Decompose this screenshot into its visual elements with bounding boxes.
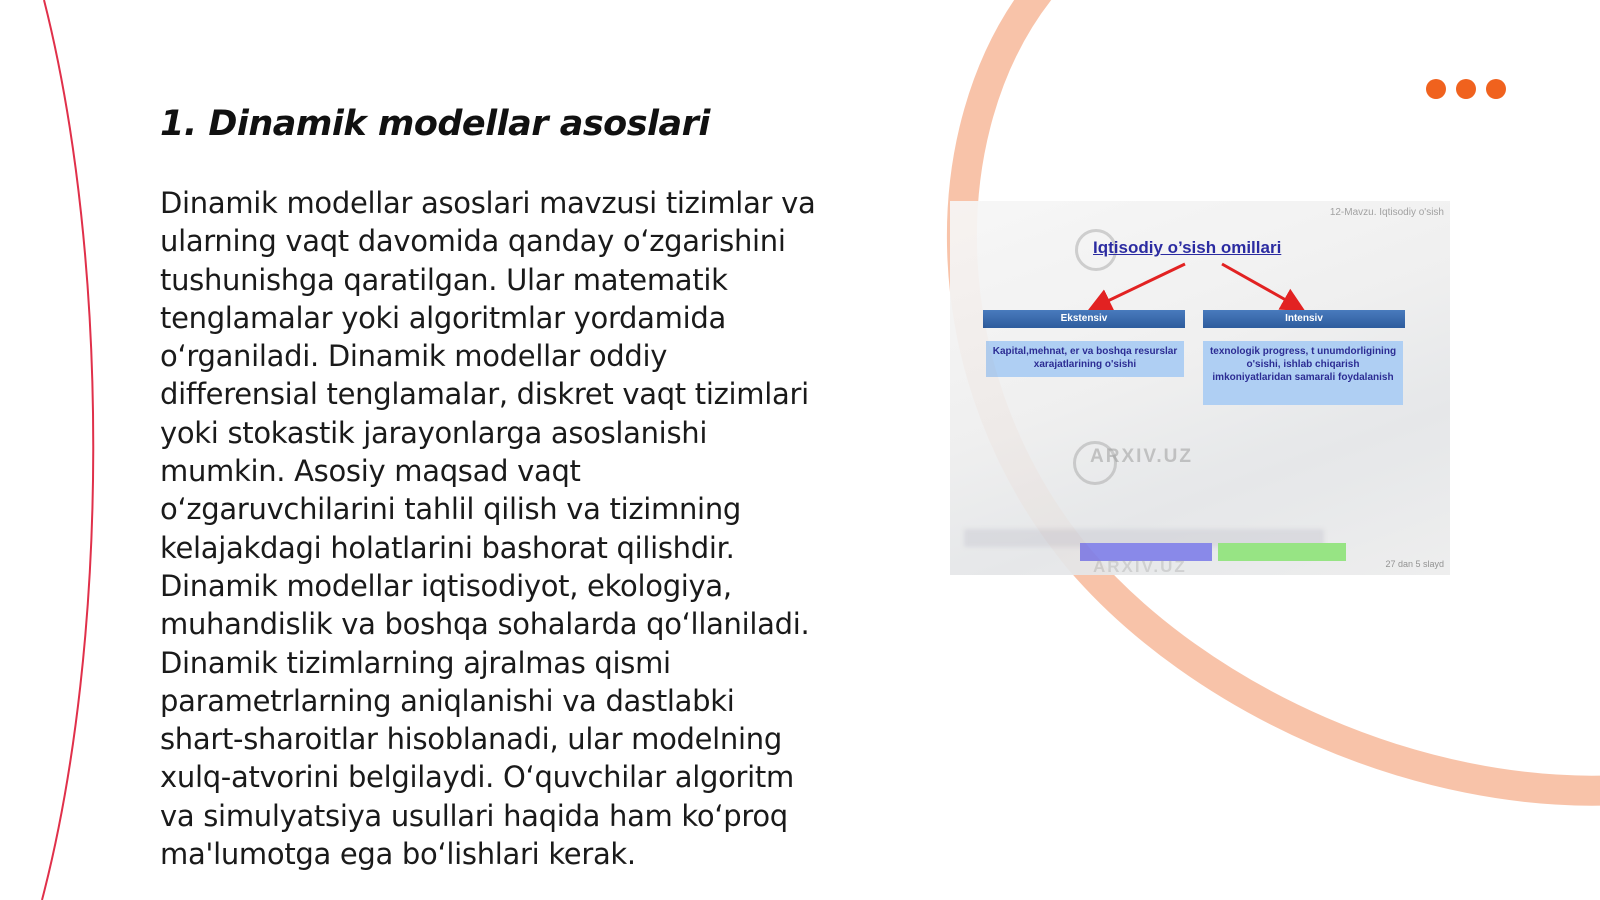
intensiv-heading: Intensiv <box>1203 310 1405 328</box>
ekstensiv-heading: Ekstensiv <box>983 310 1185 328</box>
slide-title: 1. Dinamik modellar asoslari <box>160 104 710 144</box>
watermark-text: ARXIV.UZ <box>1090 446 1193 467</box>
intensiv-text: texnologik progress, t unumdorligining o'sishi, ishlab chiqarish imkoniyatlaridan samarali foydalanish <box>1203 341 1403 405</box>
dots-menu-icon <box>1426 79 1506 99</box>
arrow-left <box>1093 264 1185 308</box>
dot-icon <box>1426 79 1446 99</box>
slide-body-text: Dinamik modellar asoslari mavzusi tizimlar va ularning vaqt davomida qanday o‘zgarishini tushunishga qaratilgan. Ular matematik tenglamalar yoki algoritmlar yordamida o‘rganiladi. Dinamik modellar oddiy differensial tenglamalar, diskret vaqt tizimlari yoki stokastik jarayonlarga asoslanishi mumkin. Asosiy maqsad vaqt o‘zgaruvchilarini tahlil qilish va tizimning kelajakdagi holatlarini bashorat qilishdir. Dinamik modellar iqtisodiyot, ekologiya, muhandislik va boshqa sohalarda qo‘llaniladi. Dinamik tizimlarning ajralmas qismi parametrlarning aniqlanishi va dastlabki shart-sharoitlar hisoblanadi, ular modelning xulq-atvorini belgilaydi. O‘quvchilar algoritm va simulyatsiya usullari haqida ham ko‘proq ma'lumotga ega bo‘lishlari kerak. <box>160 186 816 872</box>
ekstensiv-text: Kapital,mehnat, er va boshqa resurslar xarajatlarining o'sishi <box>986 341 1184 377</box>
watermark-text: ARXIV.UZ <box>1093 557 1187 575</box>
embedded-title: Iqtisodiy o’sish omillari <box>1093 238 1282 257</box>
arrow-right <box>1222 264 1300 308</box>
green-bar <box>1218 543 1346 561</box>
embedded-header-text: 12-Mavzu. Iqtisodiy o'sish <box>1329 207 1444 218</box>
dot-icon <box>1486 79 1506 99</box>
dot-icon <box>1456 79 1476 99</box>
embedded-slide-image <box>950 201 1450 575</box>
embedded-footer-text: 27 dan 5 slayd <box>1385 559 1444 569</box>
left-red-curve <box>42 0 93 900</box>
